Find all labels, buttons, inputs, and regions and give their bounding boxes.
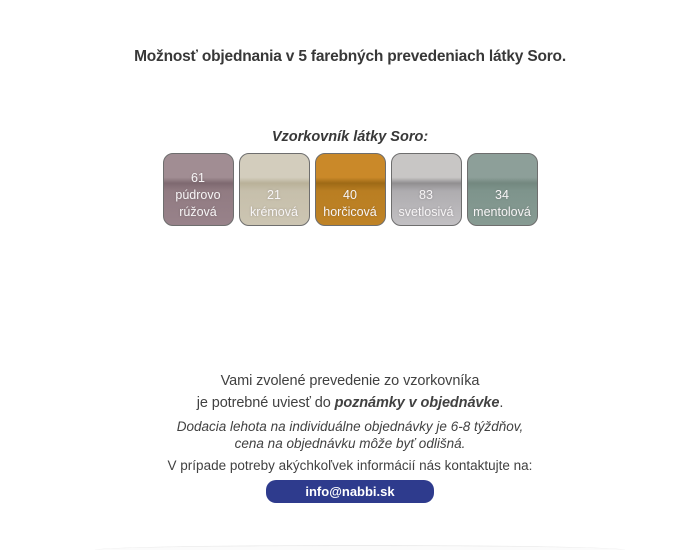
cropped-photo-edge — [95, 545, 625, 550]
note-line-2 — [0, 393, 700, 415]
swatchbook-heading: Vzorkovník látky Soro: — [271, 129, 429, 145]
swatch-name: horčicová — [323, 205, 377, 219]
delivery-time-note: Dodacia lehota na individuálne objednávky je 6-8 týždňov, — [176, 419, 524, 434]
swatch-name: mentolová — [473, 205, 531, 219]
page-title: Možnosť objednania v 5 farebných prevedeniach látky Soro. — [134, 48, 566, 65]
note-line-1: Vami zvolené prevedenie zo vzorkovníka — [220, 373, 480, 389]
swatch-name: svetlosivá — [398, 205, 454, 219]
swatch-code: 21 — [267, 188, 281, 202]
swatch-code: 34 — [495, 188, 509, 202]
swatch-code: 40 — [343, 188, 357, 202]
fabric-swatch — [239, 153, 310, 226]
fabric-swatch — [467, 153, 538, 226]
swatch-code: 83 — [419, 188, 433, 202]
order-note-section — [0, 371, 700, 503]
fabric-swatch — [391, 153, 462, 226]
fabric-swatch-row — [0, 153, 700, 226]
swatch-name: krémová — [250, 205, 298, 219]
fabric-swatch — [163, 153, 234, 226]
contact-prompt: V prípade potreby akýchkoľvek informácií nás kontaktujte na: — [167, 458, 533, 473]
swatch-name: púdrovo rúžová — [175, 188, 221, 219]
note-line-2-suffix: . — [499, 394, 504, 411]
note-line-2-emphasis: poznámky v objednávke — [334, 394, 500, 411]
price-note: cena na objednávku môže byť odlišná. — [234, 435, 466, 451]
swatch-code: 61 — [191, 171, 205, 185]
fabric-swatch — [315, 153, 386, 226]
note-line-2-prefix: je potrebné uviesť do — [196, 394, 335, 411]
contact-email-button[interactable]: info@nabbi.sk — [266, 480, 434, 503]
